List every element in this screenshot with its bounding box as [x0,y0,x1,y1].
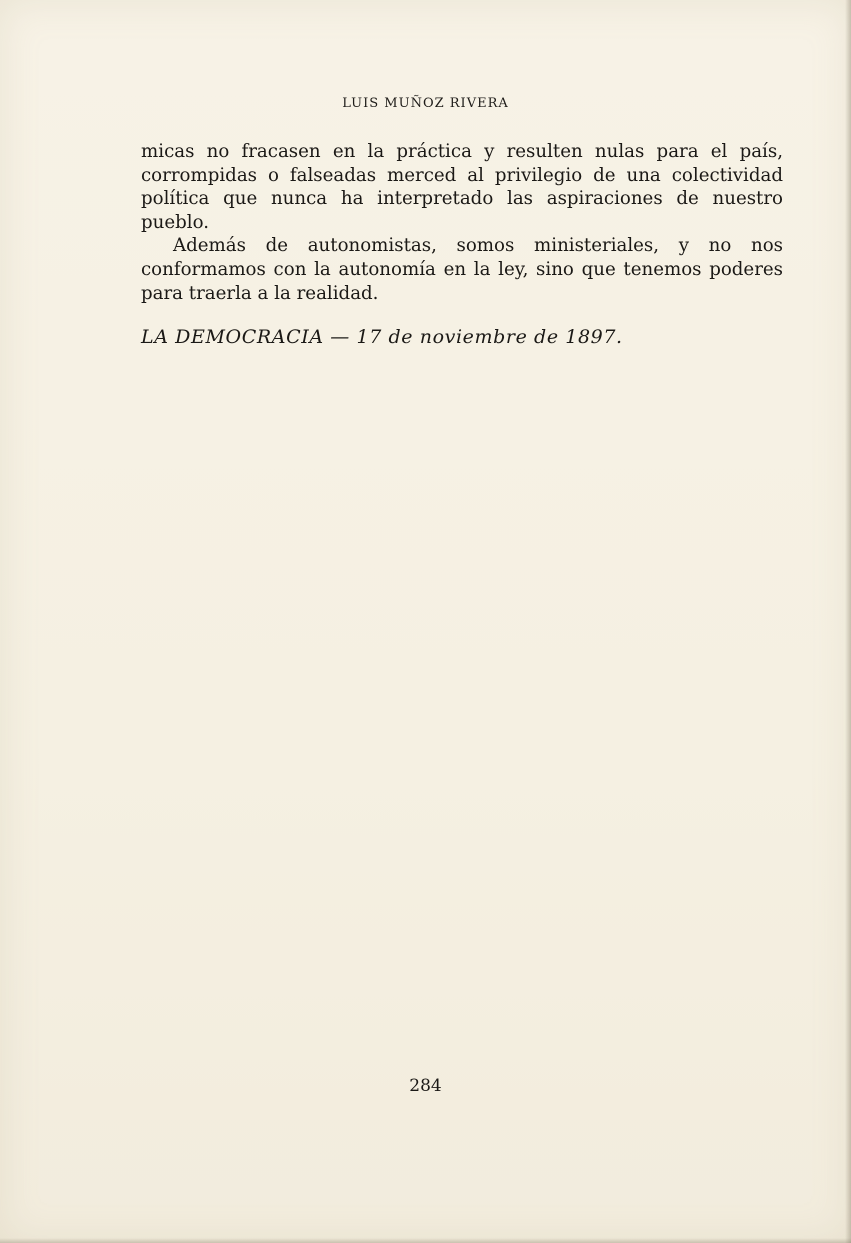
body-text [141,140,783,305]
page-edge-shadow-bottom [0,1238,851,1243]
page-edge-shadow-right [845,0,851,1243]
source-citation: LA DEMOCRACIA — 17 de noviembre de 1897. [141,326,623,348]
paragraph-1: micas no fracasen en la práctica y resulten nulas para el país, corrompidas o falseadas merced al privilegio de una colectividad política que nunca ha interpretado las aspiraciones de nuestro pueblo. [141,141,783,233]
running-head: LUIS MUÑOZ RIVERA [342,96,509,111]
paragraph-2: Además de autonomistas, somos ministeriales, y no nos conformamos con la autonomía en la ley, sino que tenemos poderes para traerla a la realidad. [141,235,783,304]
page-number: 284 [409,1076,442,1096]
